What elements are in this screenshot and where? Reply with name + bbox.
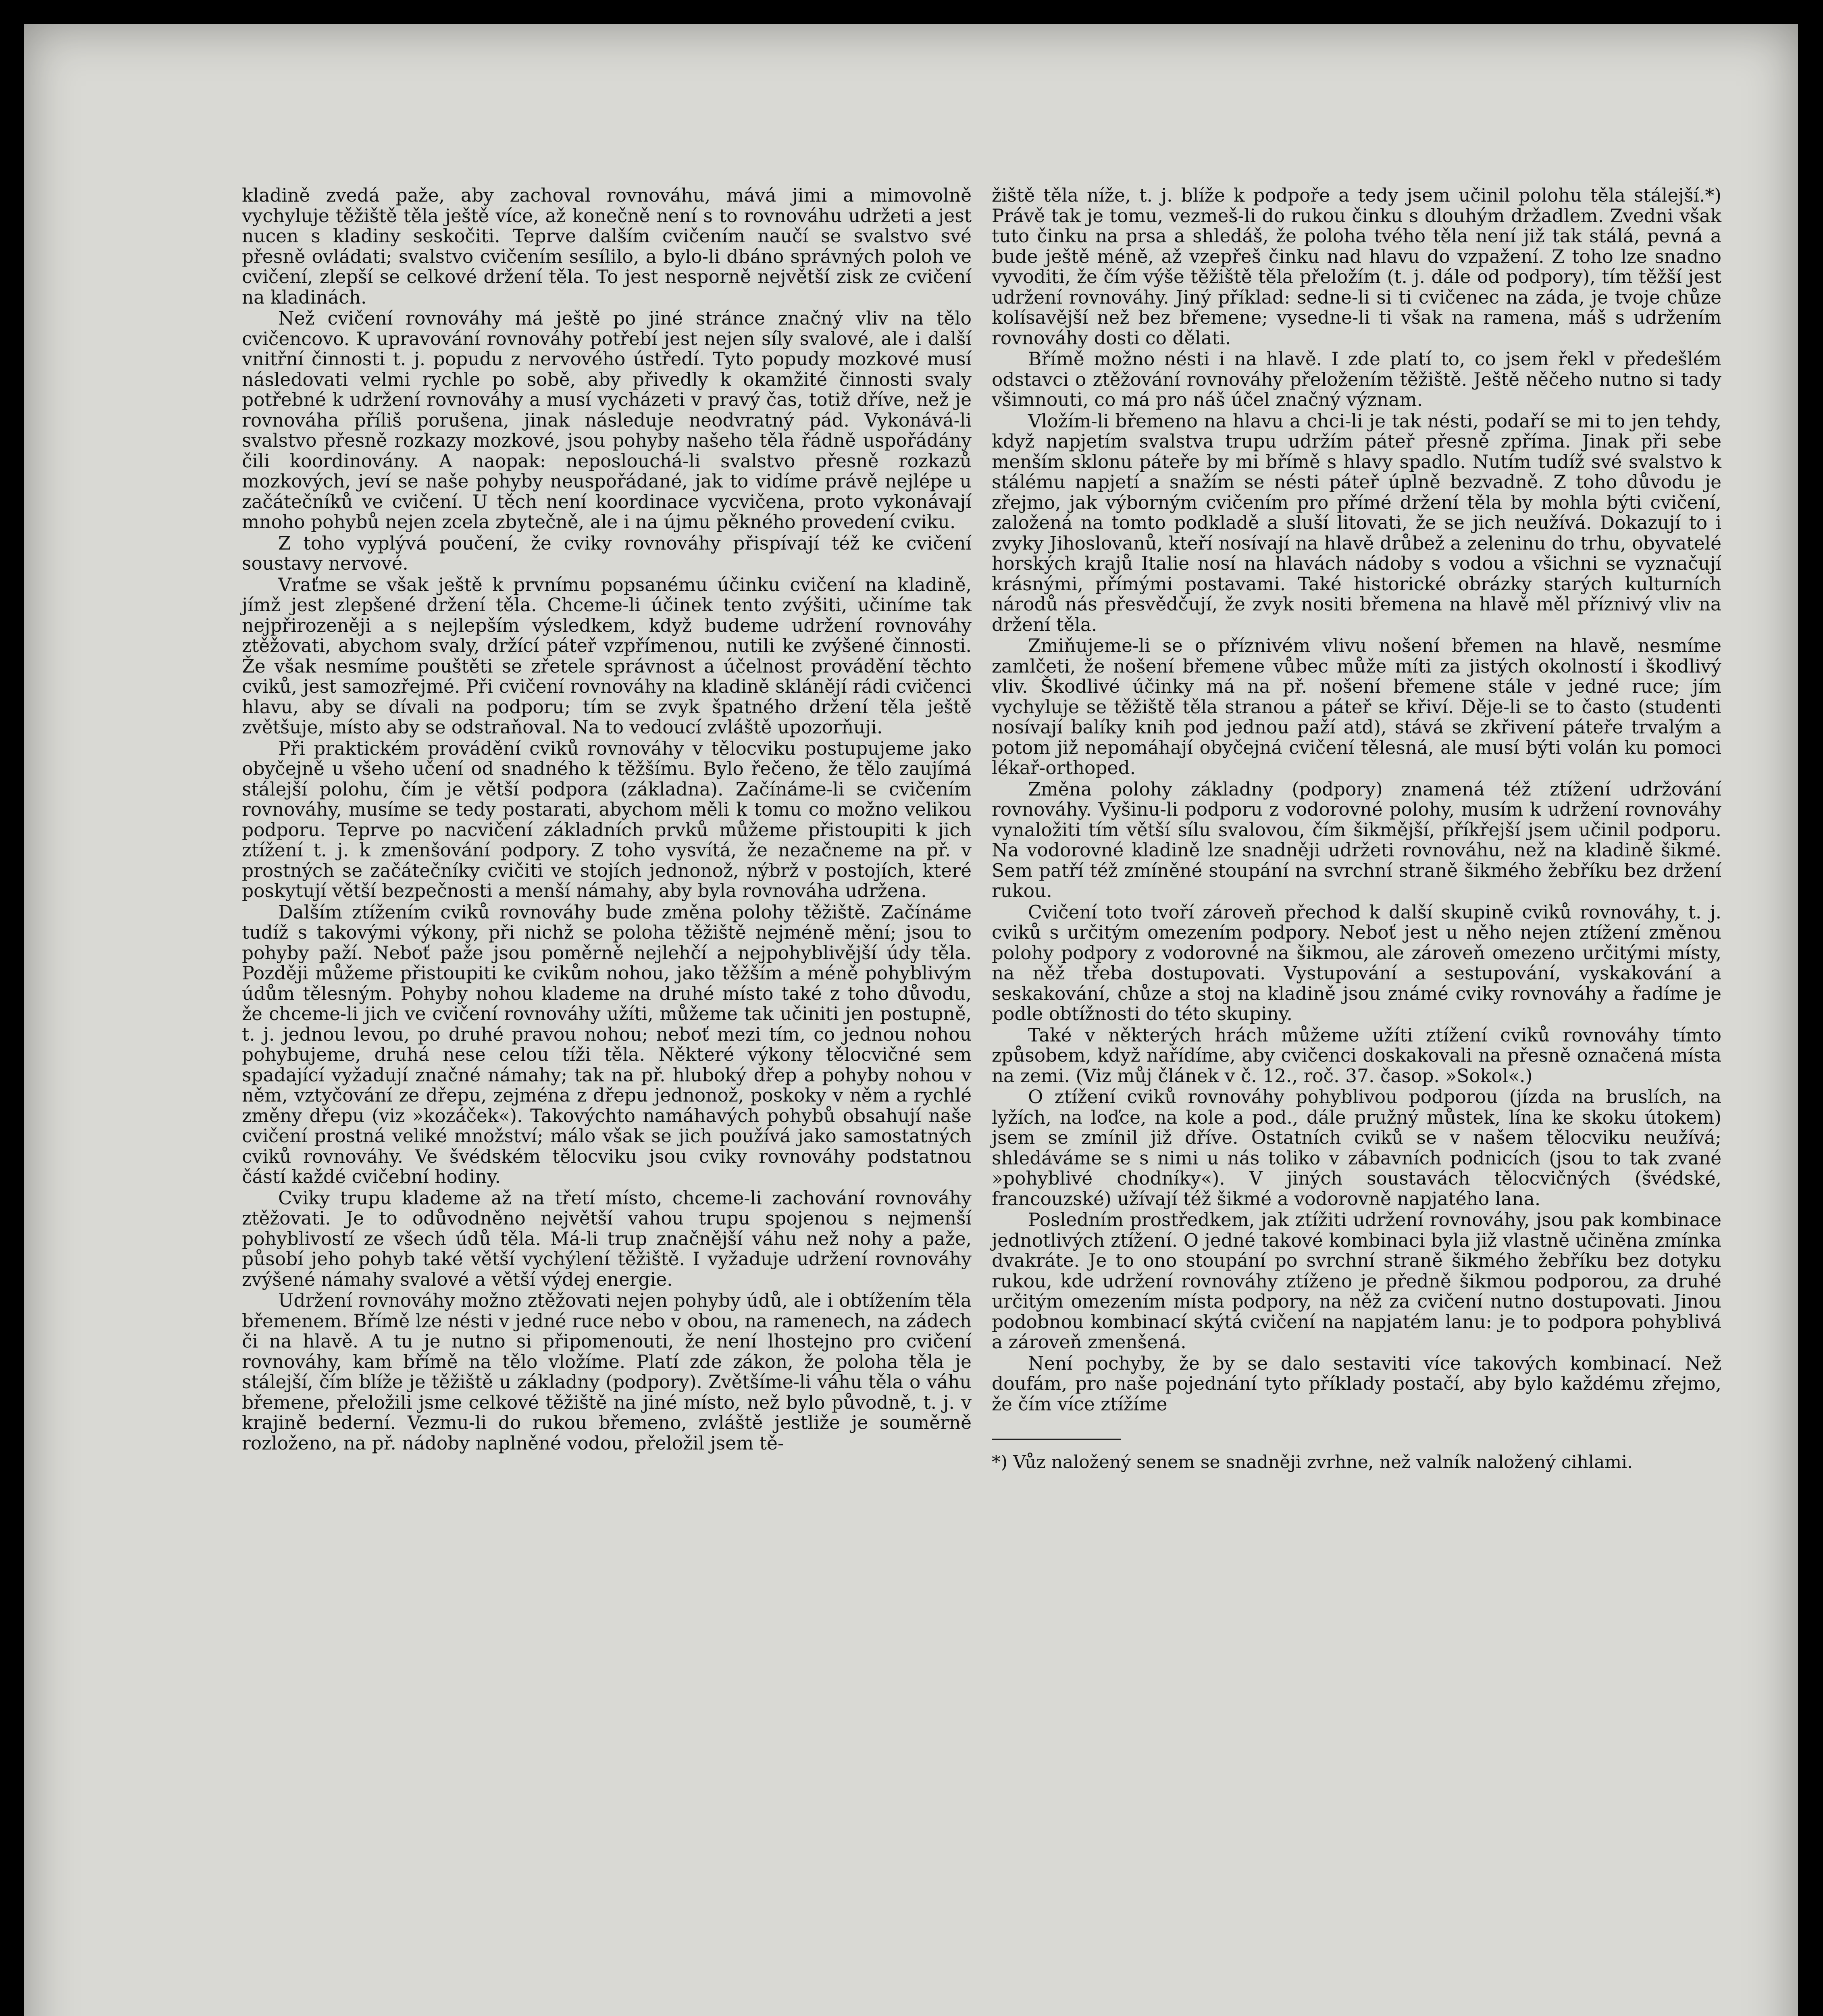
paragraph: Vložím-li břemeno na hlavu a chci-li je tak nésti, podaří se mi to jen tehdy, když napjetím svalstva trupu udržím páteř přesně zpříma. Jinak při sebe menším sklonu páteře by mi břímě s hlavy spadlo. Nutím tudíž své svalstvo k stálému napjetí a snažím se nésti páteř úplně bezvadně. Z toho důvodu je zřejmo, jak výborným cvičením pro přímé držení těla by mohla býti cvičení, založená na tomto podkladě a sluší litovati, že se jich neužívá. Dokazují to i zvyky Jihoslovanů, kteří nosívají na hlavě drůbež a zeleninu do trhu, obyvatelé horských krajů Italie nosí na hlavách nádoby s vodou a všichni se vyznačují krásnými, přímými postavami. Také historické obrázky starých kulturních národů nás přesvědčují, že zvyk nositi břemena na hlavě měl příznivý vliv na držení těla. bbox=[992, 410, 1721, 635]
paragraph: Zmiňujeme-li se o příznivém vlivu nošení břemen na hlavě, nesmíme zamlčeti, že nošení břemene vůbec může míti za jistých okolností i škodlivý vliv. Škodlivé účinky má na př. nošení břemene stále v jedné ruce; jím vychyluje se těžiště těla stranou a páteř se křiví. Děje-li se to často (studenti nosívají balíky knih pod jednou paží atd), stává se zkřivení páteře trvalým a potom již nepomáhají obyčejná cvičení tělesná, ale musí býti volán ku pomoci lékař-orthoped. bbox=[992, 635, 1721, 779]
right-text-column bbox=[992, 185, 1721, 1472]
footnote-divider bbox=[992, 1439, 1121, 1440]
paragraph: O ztížení cviků rovnováhy pohyblivou podporou (jízda na bruslích, na lyžích, na loďce, na kole a pod., dále pružný můstek, lína ke skoku útokem) jsem se zmínil již dříve. Ostatních cviků se v našem tělocviku neužívá; shledáváme se s nimi u nás toliko v zábavních podnicích (jsou to tak zvané »pohyblivé chodníky«). V jiných soustavách tělocvičných (švédské, francouzské) užívají též šikmé a vodorovně napjatého lana. bbox=[992, 1086, 1721, 1210]
paragraph: Než cvičení rovnováhy má ještě po jiné stránce značný vliv na tělo cvičencovo. K upravování rovnováhy potřebí jest nejen síly svalové, ale i další vnitřní činnosti t. j. popudu z nervového ústředí. Tyto popudy mozkové musí následovati velmi rychle po sobě, aby přivedly k okamžité činnosti svaly potřebné k udržení rovnováhy a musí vycházeti v pravý čas, totiž dříve, než je rovnováha příliš porušena, jinak následuje neodvratný pád. Vykonává-li svalstvo přesně rozkazy mozkové, jsou pohyby našeho těla řádně uspořádány čili koordinovány. A naopak: neposlouchá-li svalstvo přesně rozkazů mozkových, jeví se naše pohyby neuspořádané, jak to vidíme právě nejlépe u začátečníků ve cvičení. U těch není koordinace vycvičena, proto vykonávají mnoho pohybů nejen zcela zbytečně, ale i na újmu pěkného provedení cviku. bbox=[242, 308, 972, 533]
paragraph: Není pochyby, že by se dalo sestaviti více takových kombinací. Než doufám, pro naše pojednání tyto příklady postačí, aby bylo každému zřejmo, že čím více ztížíme bbox=[992, 1352, 1721, 1415]
paragraph: Břímě možno nésti i na hlavě. I zde platí to, co jsem řekl v předešlém odstavci o ztěžování rovnováhy přeložením těžiště. Ještě něčeho nutno si tady všimnouti, co má pro náš účel značný význam. bbox=[992, 348, 1721, 410]
paragraph: Udržení rovnováhy možno ztěžovati nejen pohyby údů, ale i obtížením těla břemenem. Břímě lze nésti v jedné ruce nebo v obou, na ramenech, na zádech či na hlavě. A tu je nutno si připomenouti, že není lhostejno pro cvičení rovnováhy, kam břímě na tělo vložíme. Platí zde zákon, že poloha těla je stálejší, čím blíže je těžiště u základny (podpory). Zvětšíme-li váhu těla o váhu břemene, přeložili jsme celkové těžiště na jiné místo, než bylo původně, t. j. v krajině bederní. Vezmu-li do rukou břemeno, zvláště jestliže je souměrně rozloženo, na př. nádoby naplněné vodou, přeložil jsem tě- bbox=[242, 1290, 972, 1454]
paragraph: Při praktickém provádění cviků rovnováhy v tělocviku postupujeme jako obyčejně u všeho učení od snadného k těžšímu. Bylo řečeno, že tělo zaujímá stálejší polohu, čím je větší podpora (základna). Začínáme-li se cvičením rovnováhy, musíme se tedy postarati, abychom měli k tomu co možno velikou podporu. Teprve po nacvičení základních prvků můžeme přistoupiti k jich ztížení t. j. k zmenšování podpory. Z toho vysvítá, že nezačneme na př. v prostných se začátečníky cvičiti ve stojích jednonož, nýbrž v postojích, které poskytují větší bezpečnosti a menší námahy, aby byla rovnováha udržena. bbox=[242, 737, 972, 902]
left-text-column bbox=[242, 185, 972, 1454]
paragraph: Cvičení toto tvoří zároveň přechod k další skupině cviků rovnováhy, t. j. cviků s určitým omezením podpory. Neboť jest u něho nejen ztížení změnou polohy podpory z vodorovné na šikmou, ale zároveň omezeno určitými místy, na něž třeba dostupovati. Vystupování a sestupování, vyskakování a seskakování, chůze a stoj na kladině jsou známé cviky rovnováhy a řadíme je podle obtížnosti do této skupiny. bbox=[992, 901, 1721, 1025]
footnote: *) Vůz naložený senem se snadněji zvrhne, než valník naložený cihlami. bbox=[992, 1452, 1633, 1472]
paragraph: Změna polohy základny (podpory) znamená též ztížení udržování rovnováhy. Vyšinu-li podporu z vodorovné polohy, musím k udržení rovnováhy vynaložiti tím větší sílu svalovou, čím šikmější, příkřejší jsem učinil podporu. Na vodorovné kladině lze snadněji udržeti rovnováhu, než na kladině šikmé. Sem patří též zmíněné stoupání na svrchní straně šikmého žebříku bez držení rukou. bbox=[992, 778, 1721, 902]
paragraph: Také v některých hrách můžeme užíti ztížení cviků rovnováhy tímto způsobem, když nařídíme, aby cvičenci doskakovali na přesně označená místa na zemi. (Viz můj článek v č. 12., roč. 37. časop. »Sokol«.) bbox=[992, 1024, 1721, 1087]
paragraph: Posledním prostředkem, jak ztížiti udržení rovnováhy, jsou pak kombinace jednotlivých ztížení. O jedné takové kombinaci byla již vlastně učiněna zmínka dvakráte. Je to ono stoupání po svrchní straně šikmého žebříku bez dotyku rukou, kde udržení rovnováhy ztíženo je předně šikmou podporou, za druhé určitým omezením místa podpory, na něž za cvičení nutno dostupovati. Jinou podobnou kombinací skýtá cvičení na napjatém lanu: je to podpora pohyblivá a zároveň zmenšená. bbox=[992, 1209, 1721, 1353]
paragraph: Cviky trupu klademe až na třetí místo, chceme-li zachování rovnováhy ztěžovati. Je to odůvodněno největší vahou trupu spojenou s nejmenší pohyblivostí ze všech údů těla. Má-li trup značnější váhu než nohy a paže, působí jeho pohyb také větší vychýlení těžiště. I vyžaduje udržení rovnováhy zvýšené námahy svalové a větší výdej energie. bbox=[242, 1187, 972, 1290]
book-page bbox=[24, 24, 1798, 2016]
paragraph: Vraťme se však ještě k prvnímu popsanému účinku cvičení na kladině, jímž jest zlepšené držení těla. Chceme-li účinek tento zvýšiti, učiníme tak nejpřirozeněji a s nejlepším výsledkem, když budeme udržení rovnováhy ztěžovati, abychom svaly, držící páteř vzpřímenou, nutili ke zvýšené činnosti. Že však nesmíme pouštěti se zřetele správnost a účelnost provádění těchto cviků, jest samozřejmé. Při cvičení rovnováhy na kladině sklánějí rádi cvičenci hlavu, aby se dívali na podporu; tím se zvyk špatného držení těla ještě zvětšuje, místo aby se odstraňoval. Na to vedoucí zvláště upozorňuji. bbox=[242, 574, 972, 738]
paragraph: kladině zvedá paže, aby zachoval rovnováhu, mává jimi a mimovolně vychyluje těžiště těla ještě více, až konečně není s to rovnováhu udržeti a jest nucen s kladiny seskočiti. Teprve dalším cvičením naučí se svalstvo své přesně ovládati; svalstvo cvičením sesílilo, a bylo-li dbáno správných poloh ve cvičení, zlepší se celkové držení těla. To jest nesporně největší zisk ze cvičení na kladinách. bbox=[242, 185, 972, 308]
paragraph: Z toho vyplývá poučení, že cviky rovnováhy přispívají též ke cvičení soustavy nervové. bbox=[242, 532, 972, 574]
paragraph: Dalším ztížením cviků rovnováhy bude změna polohy těžiště. Začínáme tudíž s takovými výkony, při nichž se poloha těžiště nejméně mění; jsou to pohyby paží. Neboť paže jsou poměrně nejlehčí a nejpohyblivější údy těla. Později můžeme přistoupiti ke cvikům nohou, jako těžším a méně pohyblivým údům tělesným. Pohyby nohou klademe na druhé místo také z toho důvodu, že chceme-li jich ve cvičení rovnováhy užíti, můžeme tak učiniti jen postupně, t. j. jednou levou, po druhé pravou nohou; neboť mezi tím, co jednou nohou pohybujeme, druhá nese celou tíži těla. Některé výkony tělocvičné sem spadající vyžadují značné námahy; tak na př. hluboký dřep a pohyby nohou v něm, vztyčování ze dřepu, zejména z dřepu jednonož, poskoky v něm a rychlé změny dřepu (viz »kozáček«). Takovýchto namáhavých pohybů obsahují naše cvičení prostná veliké množství; málo však se jich používá jako samostatných cviků rovnováhy. Ve švédském tělocviku jsou cviky rovnováhy podstatnou částí každé cvičební hodiny. bbox=[242, 901, 972, 1187]
paragraph: žiště těla níže, t. j. blíže k podpoře a tedy jsem učinil polohu těla stálejší.*) Právě tak je tomu, vezmeš-li do rukou činku s dlouhým držadlem. Zvedni však tuto činku na prsa a shledáš, že poloha tvého těla není již tak stálá, pevná a bude ještě méně, až vzepřeš činku nad hlavu do vzpažení. Z toho lze snadno vyvoditi, že čím výše těžiště těla přeložím (t. j. dále od podpory), tím těžší jest udržení rovnováhy. Jiný příklad: sedne-li si ti cvičenec na záda, je tvoje chůze kolísavější než bez břemene; vysedne-li ti však na ramena, máš s udržením rovnováhy dosti co dělati. bbox=[992, 185, 1721, 349]
